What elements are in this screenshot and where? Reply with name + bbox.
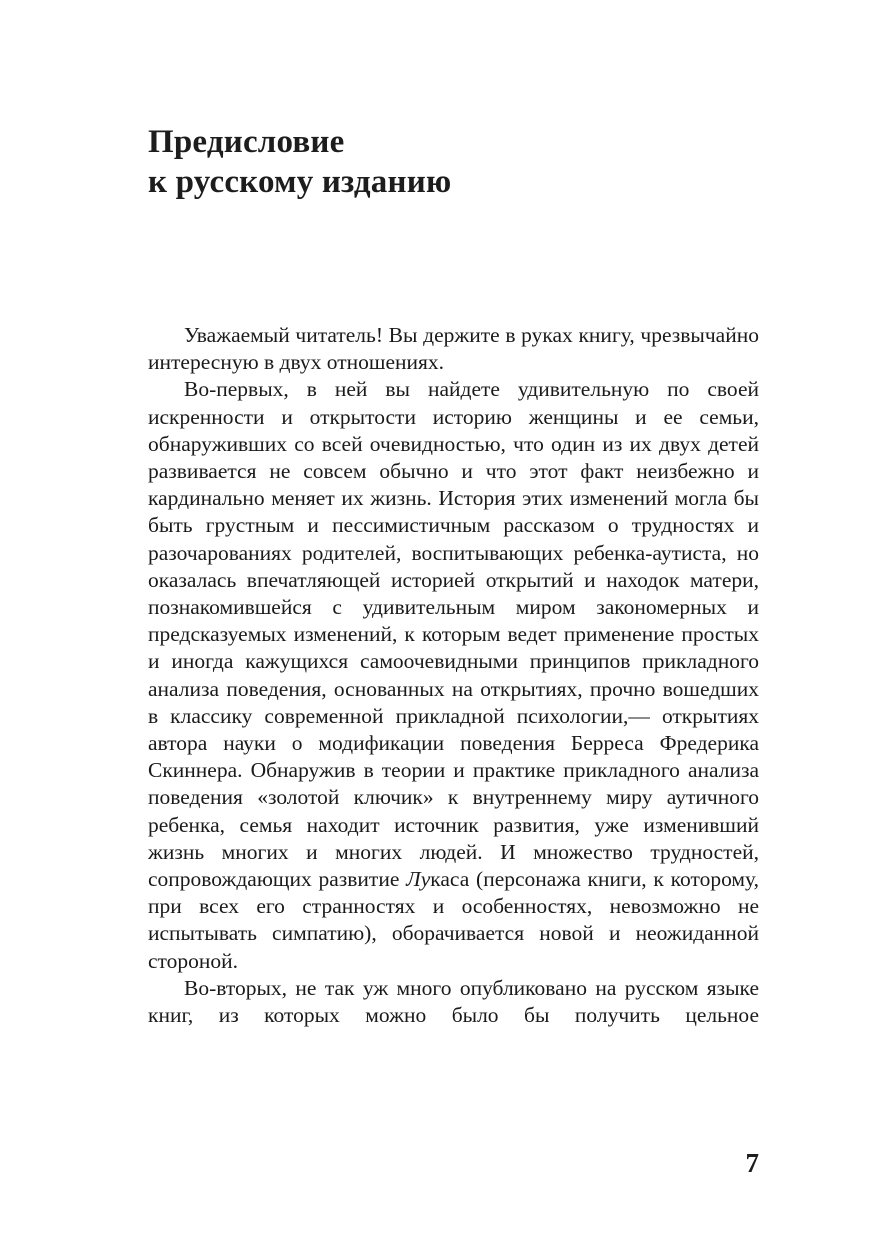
page-title xyxy=(148,122,768,202)
page-number: 7 xyxy=(745,1148,759,1178)
body-text xyxy=(148,322,759,1029)
paragraph-1: Уважаемый читатель! Вы держите в руках книгу, чрезвычайно интересную в двух отношениях. xyxy=(148,323,759,375)
proper-name-lukas: Лу xyxy=(406,867,431,892)
page-title-line-1: Предисловие xyxy=(148,124,345,161)
page-title-line-2: к русскому изданию xyxy=(148,164,452,201)
paragraph-3: Во-вторых, не так уж много опубликовано на русском языке книг, из которых можно было бы получить цельное xyxy=(148,975,759,1028)
paragraph-2: Во-первых, в ней вы найдете удивительную по своей искренности и открытости историю женщины и ее семьи, обнаруживших со всей очевидностью, что один из их двух детей развивается не совсем обычно и что этот факт неизбежно и кардинально меняет их жизнь. История этих изменений могла бы быть грустным и пессимистичным рассказом о трудностях и разочарованиях родителей, воспитывающих ребенка-аутиста, но оказалась впечатляющей историей открытий и находок матери, познакомившейся с удивительным миром закономерных и предсказуемых изменений, к которым ведет применение простых и иногда кажущихся самоочевидными принципов прикладного анализа поведения, основанных на открытиях, прочно вошедших в классику современной прикладной психологии,— открытиях автора науки о модификации поведения Берреса Фредерика Скиннера. Обнаружив в теории и практике прикладного анализа поведения «золотой ключик» к внутреннему миру аутичного ребенка, семья находит источник развития, уже изменивший жизнь многих и многих людей. И множество трудностей, сопровождающих развитие Лукаса (персонажа книги, к которому, при всех его странностях и особенностях, невозможно не испытывать симпатию), оборачивается новой и неожиданной стороной. xyxy=(148,377,759,973)
